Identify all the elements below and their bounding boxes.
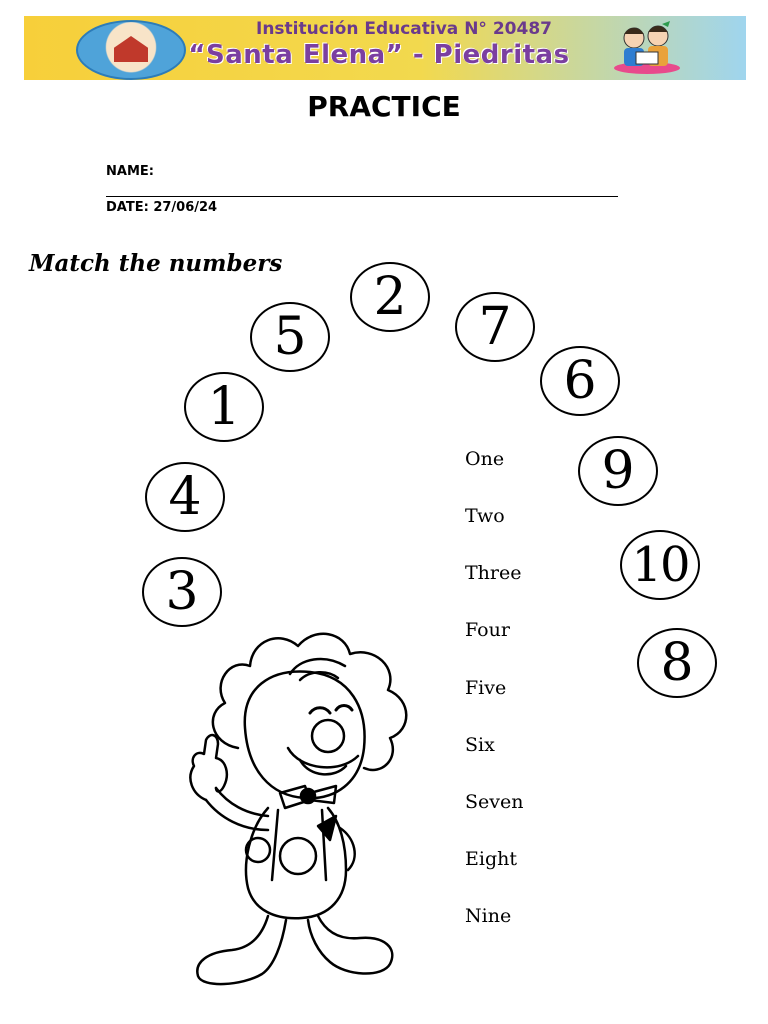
children-reading-icon [612,20,682,76]
number-word[interactable]: Eight [465,848,517,870]
number-circle[interactable]: 10 [620,530,700,600]
number-word[interactable]: Five [465,677,507,699]
number-word[interactable]: Three [465,562,522,584]
number-circle[interactable]: 8 [637,628,717,698]
number-word[interactable]: Six [465,734,495,756]
name-field-line[interactable] [106,196,618,197]
number-circle[interactable]: 6 [540,346,620,416]
number-circle[interactable]: 2 [350,262,430,332]
date-label: DATE: 27/06/24 [106,200,218,215]
school-banner [24,16,746,80]
page-title: PRACTICE [307,90,461,123]
school-logo-icon [76,20,186,80]
number-word[interactable]: Four [465,619,510,641]
number-circle[interactable]: 4 [145,462,225,532]
number-circle[interactable]: 7 [455,292,535,362]
number-word[interactable]: Nine [465,905,512,927]
number-circle[interactable]: 1 [184,372,264,442]
name-label: NAME: [106,164,154,179]
number-circle[interactable]: 5 [250,302,330,372]
number-word[interactable]: Seven [465,791,524,813]
number-word[interactable]: One [465,448,505,470]
school-location: “Santa Elena” - Piedritas [188,40,570,70]
number-circle[interactable]: 3 [142,557,222,627]
number-word[interactable]: Two [465,505,505,527]
number-circle[interactable]: 9 [578,436,658,506]
school-name: Institución Educativa N° 20487 [256,19,552,39]
clown-illustration-icon [150,618,420,990]
instruction-heading: Match the numbers [29,250,283,277]
